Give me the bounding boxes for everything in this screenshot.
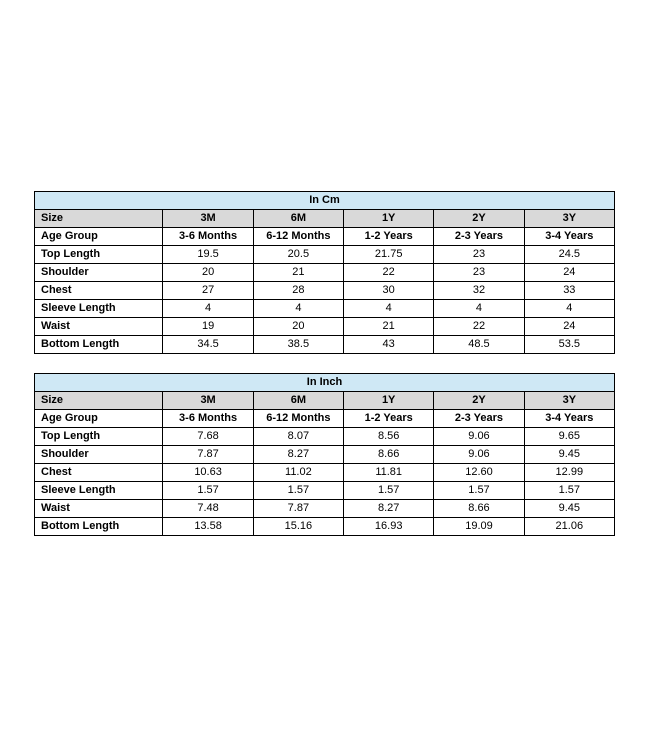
table-title: In Inch [35,374,615,392]
age-group-row [35,228,615,246]
size-header-row [35,210,615,228]
table-cell: 19 [163,318,253,336]
age-group-cell: 1-2 Years [344,410,434,428]
row-label: Chest [35,282,163,300]
row-label: Shoulder [35,264,163,282]
table-cell: 8.27 [253,446,343,464]
table-cell: 19.5 [163,246,253,264]
age-group-cell: 2-3 Years [434,410,524,428]
measurement-row-top-length [35,428,615,446]
table-cell: 4 [344,300,434,318]
age-group-cell: 1-2 Years [344,228,434,246]
measurement-row-chest [35,464,615,482]
table-cell: 8.56 [344,428,434,446]
table-cell: 4 [163,300,253,318]
row-label: Sleeve Length [35,300,163,318]
table-cell: 4 [524,300,614,318]
table-cell: 22 [434,318,524,336]
table-cell: 8.27 [344,500,434,518]
measurement-row-shoulder [35,446,615,464]
table-cell: 20 [163,264,253,282]
table-cell: 20.5 [253,246,343,264]
size-header-row [35,392,615,410]
table-cell: 48.5 [434,336,524,354]
table-cell: 32 [434,282,524,300]
table-cell: 1.57 [524,482,614,500]
measurement-row-chest [35,282,615,300]
size-header-cell: 6M [253,210,343,228]
table-title-row [35,192,615,210]
table-cell: 15.16 [253,518,343,536]
table-cell: 9.65 [524,428,614,446]
table-cell: 13.58 [163,518,253,536]
row-label: Top Length [35,428,163,446]
table-cell: 9.45 [524,446,614,464]
table-cell: 12.60 [434,464,524,482]
size-header-cell: 1Y [344,210,434,228]
table-cell: 11.02 [253,464,343,482]
age-group-cell: 6-12 Months [253,410,343,428]
table-cell: 7.87 [253,500,343,518]
table-cell: 23 [434,246,524,264]
size-header-cell: 6M [253,392,343,410]
row-label: Age Group [35,228,163,246]
table-cell: 7.48 [163,500,253,518]
row-label: Bottom Length [35,518,163,536]
size-header-cell: 1Y [344,392,434,410]
size-header-cell: 3M [163,210,253,228]
size-header-cell: 3M [163,392,253,410]
size-header-cell: 3Y [524,392,614,410]
row-label: Waist [35,500,163,518]
row-label: Sleeve Length [35,482,163,500]
table-cell: 21.06 [524,518,614,536]
table-title-row [35,374,615,392]
measurement-row-shoulder [35,264,615,282]
table-cell: 21 [344,318,434,336]
table-cell: 16.93 [344,518,434,536]
table-cell: 22 [344,264,434,282]
table-cell: 34.5 [163,336,253,354]
table-cell: 33 [524,282,614,300]
table-cell: 21.75 [344,246,434,264]
table-cell: 1.57 [344,482,434,500]
table-cell: 9.45 [524,500,614,518]
row-label: Waist [35,318,163,336]
table-cell: 10.63 [163,464,253,482]
measurement-row-sleeve-length [35,300,615,318]
table-cell: 20 [253,318,343,336]
table-cell: 4 [253,300,343,318]
table-cell: 8.66 [344,446,434,464]
age-group-cell: 2-3 Years [434,228,524,246]
table-cell: 1.57 [434,482,524,500]
size-chart-cm-table [34,191,615,354]
table-cell: 23 [434,264,524,282]
table-cell: 1.57 [163,482,253,500]
measurement-row-top-length [35,246,615,264]
table-cell: 19.09 [434,518,524,536]
table-cell: 7.68 [163,428,253,446]
measurement-row-sleeve-length [35,482,615,500]
table-cell: 9.06 [434,446,524,464]
size-chart-inch-table [34,373,615,536]
age-group-row [35,410,615,428]
table-cell: 28 [253,282,343,300]
row-label: Size [35,210,163,228]
row-label: Top Length [35,246,163,264]
age-group-cell: 3-6 Months [163,228,253,246]
table-cell: 27 [163,282,253,300]
table-cell: 11.81 [344,464,434,482]
table-cell: 24.5 [524,246,614,264]
table-cell: 43 [344,336,434,354]
table-cell: 24 [524,264,614,282]
table-cell: 8.66 [434,500,524,518]
table-cell: 7.87 [163,446,253,464]
measurement-row-bottom-length [35,336,615,354]
table-cell: 1.57 [253,482,343,500]
row-label: Shoulder [35,446,163,464]
table-cell: 21 [253,264,343,282]
age-group-cell: 3-4 Years [524,410,614,428]
row-label: Bottom Length [35,336,163,354]
size-header-cell: 2Y [434,210,524,228]
age-group-cell: 3-6 Months [163,410,253,428]
measurement-row-waist [35,318,615,336]
row-label: Age Group [35,410,163,428]
table-cell: 9.06 [434,428,524,446]
table-cell: 24 [524,318,614,336]
age-group-cell: 6-12 Months [253,228,343,246]
table-cell: 8.07 [253,428,343,446]
size-header-cell: 3Y [524,210,614,228]
measurement-row-bottom-length [35,518,615,536]
size-header-cell: 2Y [434,392,524,410]
measurement-row-waist [35,500,615,518]
table-cell: 38.5 [253,336,343,354]
table-cell: 12.99 [524,464,614,482]
row-label: Chest [35,464,163,482]
table-cell: 4 [434,300,524,318]
age-group-cell: 3-4 Years [524,228,614,246]
table-title: In Cm [35,192,615,210]
table-cell: 30 [344,282,434,300]
row-label: Size [35,392,163,410]
table-cell: 53.5 [524,336,614,354]
